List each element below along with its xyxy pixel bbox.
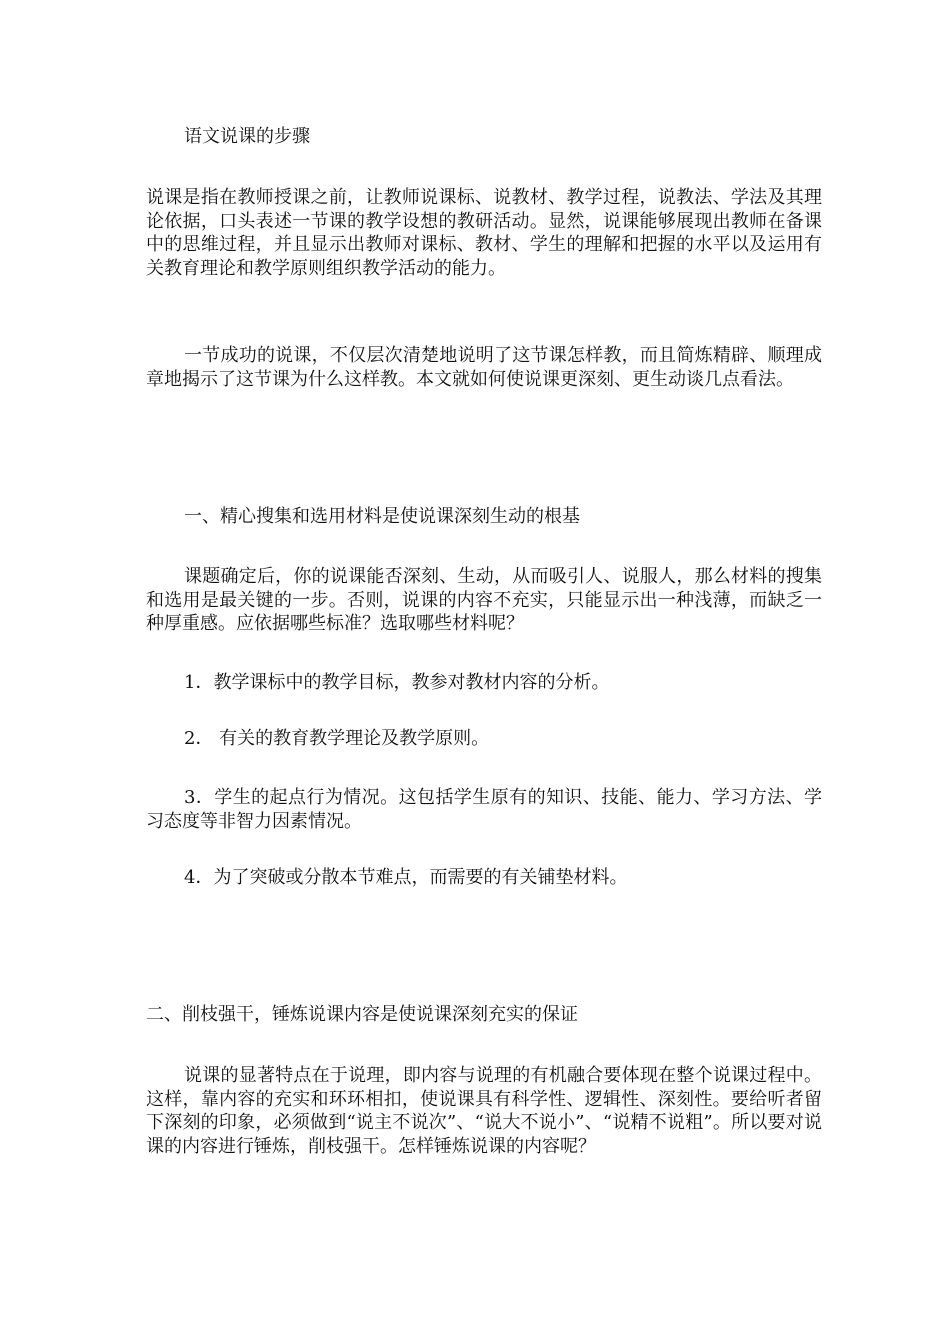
section-1-heading: 一、精心搜集和选用材料是使说课深刻生动的根基	[184, 506, 580, 527]
section-1-item-1: 1．教学课标中的教学目标，教参对教材内容的分析。	[184, 672, 610, 693]
section-1-item-3: 3．学生的起点行为情况。这包括学生原有的知识、技能、能力、学习方法、学习态度等非智力因素情况。	[146, 787, 822, 832]
document-title: 语文说课的步骤	[184, 126, 310, 147]
section-1-item-4: 4．为了突破或分散本节难点，而需要的有关铺垫材料。	[184, 867, 628, 888]
section-2-heading: 二、削枝强干，锤炼说课内容是使说课深刻充实的保证	[146, 1004, 578, 1025]
section-1-item-2: 2． 有关的教育教学理论及教学原则。	[184, 728, 490, 749]
section-2-intro: 说课的显著特点在于说理，即内容与说理的有机融合要体现在整个说课过程中。这样，靠内容的充实和环环相扣，使说课具有科学性、逻辑性、深刻性。要给听者留下深刻的印象，必须做到“说主不说次”、“说大不说小”、“说精不说粗”。所以要对说课的内容进行锤炼，削枝强干。怎样锤炼说课的内容呢？	[146, 1065, 822, 1157]
intro-paragraph: 说课是指在教师授课之前，让教师说课标、说教材、教学过程，说教法、学法及其理论依据，口头表述一节课的教学设想的教研活动。显然，说课能够展现出教师在备课中的思维过程，并且显示出教师对课标、教材、学生的理解和把握的水平以及运用有关教育理论和教学原则组织教学活动的能力。	[146, 187, 822, 279]
summary-paragraph: 一节成功的说课，不仅层次清楚地说明了这节课怎样教，而且简炼精辟、顺理成章地揭示了这节课为什么这样教。本文就如何使说课更深刻、更生动谈几点看法。	[146, 345, 822, 390]
section-1-intro: 课题确定后，你的说课能否深刻、生动，从而吸引人、说服人，那么材料的搜集和选用是最关键的一步。否则，说课的内容不充实，只能显示出一种浅薄，而缺乏一种厚重感。应依据哪些标准？选取哪些材料呢？	[146, 566, 822, 634]
